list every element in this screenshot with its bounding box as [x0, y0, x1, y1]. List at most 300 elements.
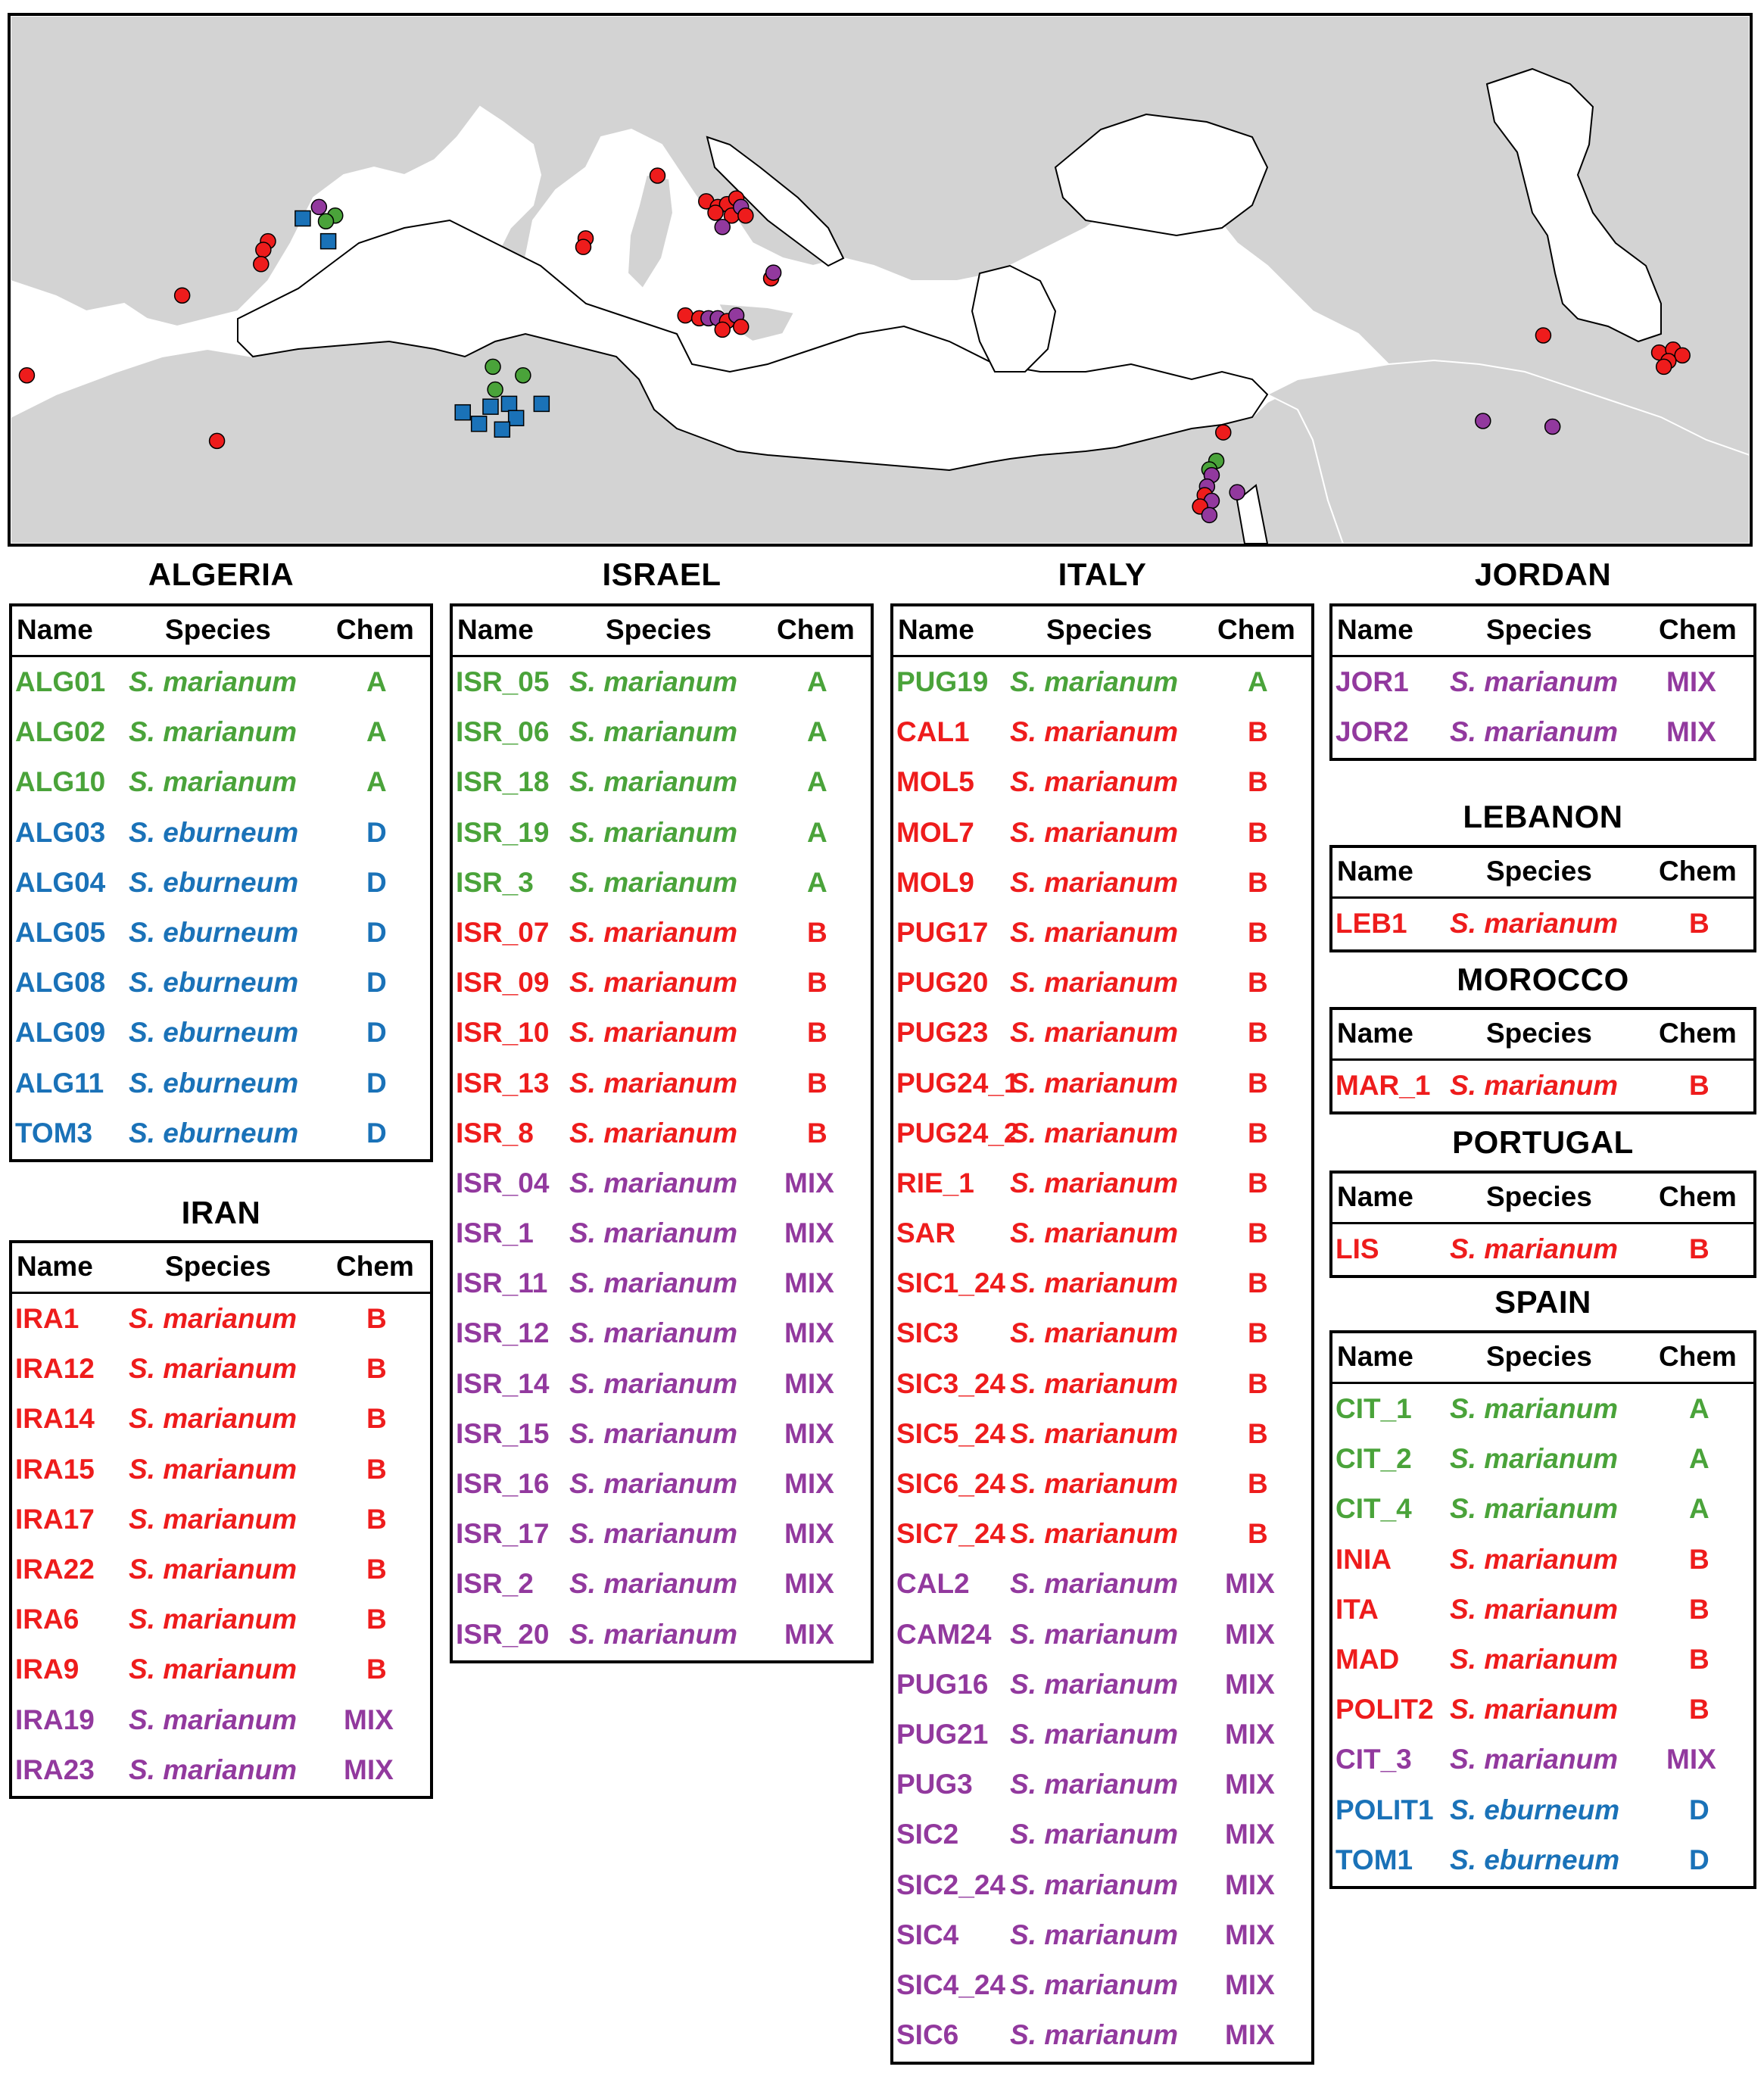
- sample-name: ALG01: [15, 666, 106, 697]
- sample-name: ALG05: [15, 916, 106, 948]
- species: S. marianum: [569, 1067, 738, 1099]
- map-point-circle-b: [575, 239, 591, 254]
- chemotype: A: [807, 816, 827, 848]
- species: S. marianum: [129, 716, 298, 748]
- table-row: [1332, 1064, 1753, 1114]
- species: S. marianum: [129, 1353, 298, 1385]
- chemotype: A: [807, 716, 827, 748]
- chemotype: B: [366, 1353, 387, 1385]
- sample-name: LIS: [1335, 1233, 1379, 1264]
- sample-name: SIC3: [896, 1317, 959, 1349]
- chemotype: MIX: [1225, 1618, 1275, 1650]
- table-header: [1332, 1174, 1753, 1224]
- sample-name: ISR_10: [456, 1017, 550, 1049]
- table-row: [12, 961, 430, 1011]
- sample-name: PUG19: [896, 666, 989, 697]
- header-chem: Chem: [336, 614, 414, 645]
- species: S. marianum: [569, 816, 738, 848]
- table-row: [453, 1462, 871, 1512]
- species: S. marianum: [1010, 1769, 1179, 1800]
- sample-name: POLIT1: [1335, 1794, 1434, 1825]
- species: S. marianum: [1010, 1117, 1179, 1149]
- table-row: [453, 1412, 871, 1462]
- chemotype: A: [366, 666, 387, 697]
- sample-name: ISR_20: [456, 1618, 550, 1650]
- table-row: [453, 710, 871, 760]
- table-row: [453, 1161, 871, 1211]
- sample-name: ISR_8: [456, 1117, 534, 1149]
- sample-name: IRA6: [15, 1604, 79, 1635]
- species: S. marianum: [1010, 1718, 1179, 1750]
- table-spain: [1329, 1330, 1756, 1889]
- sample-name: MOL9: [896, 866, 974, 898]
- header-name: Name: [898, 614, 974, 645]
- table-row: [1332, 1638, 1753, 1688]
- chemotype: B: [807, 1117, 827, 1149]
- table-row: [1332, 710, 1753, 760]
- species: S. marianum: [1010, 1267, 1179, 1299]
- chemotype: B: [807, 967, 827, 999]
- map-point-circle-mix: [1230, 485, 1245, 500]
- sample-name: SIC1_24: [896, 1267, 1005, 1299]
- table-row: [453, 1211, 871, 1261]
- chemotype: D: [366, 866, 387, 898]
- table-israel: [450, 603, 874, 1663]
- species: S. marianum: [1010, 1518, 1179, 1550]
- chemotype: MIX: [1225, 1568, 1275, 1600]
- table-row: [893, 1111, 1311, 1161]
- table-row: [453, 760, 871, 810]
- sample-name: CIT_4: [1335, 1493, 1412, 1525]
- species: S. eburneum: [129, 1067, 299, 1099]
- chemotype: B: [366, 1654, 387, 1685]
- species: S. marianum: [1450, 1643, 1619, 1675]
- table-header: [1332, 1333, 1753, 1384]
- country-title-algeria: ALGERIA: [148, 556, 295, 592]
- sample-name: ITA: [1335, 1593, 1379, 1625]
- chemotype: B: [1248, 1017, 1268, 1049]
- table-row: [12, 1297, 430, 1347]
- map-point-square-d: [321, 234, 336, 249]
- species: S. marianum: [1010, 2019, 1179, 2051]
- table-row: [893, 1613, 1311, 1663]
- table-row: [893, 1412, 1311, 1462]
- species: S. marianum: [1450, 1543, 1619, 1575]
- header-species: Species: [1046, 614, 1152, 645]
- map-point-circle-b: [175, 288, 190, 303]
- sample-name: ALG11: [15, 1067, 104, 1099]
- table-row: [893, 1311, 1311, 1361]
- table-row: [12, 811, 430, 861]
- sample-name: IRA23: [15, 1753, 95, 1785]
- table-iran: [9, 1240, 433, 1799]
- species: S. marianum: [1010, 1618, 1179, 1650]
- map-point-circle-mix: [1201, 507, 1217, 522]
- sample-name: SIC2_24: [896, 1869, 1005, 1900]
- chemotype: A: [807, 766, 827, 798]
- species: S. marianum: [129, 1453, 298, 1485]
- sample-name: SIC6: [896, 2019, 959, 2051]
- map-point-square-d: [501, 396, 516, 411]
- table-row: [1332, 1738, 1753, 1788]
- table-algeria: [9, 603, 433, 1162]
- chemotype: A: [366, 766, 387, 798]
- sample-name: ISR_19: [456, 816, 550, 848]
- species: S. eburneum: [129, 916, 299, 948]
- species: S. marianum: [129, 1503, 298, 1535]
- chemotype: MIX: [784, 1618, 834, 1650]
- land-corsica-sardinia: [628, 175, 673, 288]
- header-species: Species: [606, 614, 712, 645]
- table-row: [893, 811, 1311, 861]
- table-row: [893, 1011, 1311, 1061]
- table-row: [12, 911, 430, 961]
- sample-name: ALG03: [15, 816, 106, 848]
- sample-name: SIC6_24: [896, 1468, 1005, 1499]
- map-point-circle-b: [734, 320, 749, 335]
- table-row: [893, 1161, 1311, 1211]
- map-point-circle-mix: [766, 265, 781, 280]
- table-row: [893, 1663, 1311, 1713]
- chemotype: B: [807, 916, 827, 948]
- country-title-morocco: MOROCCO: [1457, 962, 1629, 997]
- table-row: [453, 1061, 871, 1111]
- species: S. marianum: [1010, 866, 1179, 898]
- table-row: [453, 811, 871, 861]
- sample-name: ISR_17: [456, 1518, 550, 1550]
- header-chem: Chem: [777, 614, 855, 645]
- table-header: [1332, 606, 1753, 657]
- sample-name: PUG20: [896, 967, 989, 999]
- chemotype: B: [366, 1303, 387, 1334]
- header-name: Name: [17, 614, 93, 645]
- sample-name: JOR1: [1335, 666, 1409, 697]
- table-row: [12, 1748, 430, 1798]
- species: S. marianum: [1010, 1367, 1179, 1399]
- table-header: [1332, 1010, 1753, 1061]
- sample-name: ISR_11: [456, 1267, 548, 1299]
- header-name: Name: [1337, 1341, 1413, 1372]
- table-row: [12, 1448, 430, 1498]
- sample-name: TOM1: [1335, 1844, 1413, 1875]
- species: S. marianum: [569, 1117, 738, 1149]
- map-point-square-d: [534, 396, 549, 411]
- header-chem: Chem: [1659, 856, 1737, 887]
- chemotype: B: [1248, 1267, 1268, 1299]
- species: S. marianum: [1450, 1493, 1619, 1525]
- chemotype: A: [807, 866, 827, 898]
- chemotype: B: [807, 1067, 827, 1099]
- chemotype: B: [807, 1017, 827, 1049]
- country-title-portugal: PORTUGAL: [1452, 1124, 1634, 1160]
- sample-name: CIT_3: [1335, 1744, 1412, 1775]
- sample-name: IRA17: [15, 1503, 95, 1535]
- sample-name: INIA: [1335, 1543, 1392, 1575]
- table-row: [12, 1498, 430, 1548]
- table-header: [12, 1243, 430, 1294]
- map-point-square-d: [472, 416, 487, 432]
- map-point-square-d: [509, 410, 524, 426]
- chemotype: MIX: [784, 1518, 834, 1550]
- header-chem: Chem: [1659, 614, 1737, 645]
- table-row: [893, 1261, 1311, 1311]
- table-header: [893, 606, 1311, 657]
- species: S. marianum: [1010, 1568, 1179, 1600]
- sample-name: ISR_13: [456, 1067, 550, 1099]
- table-row: [12, 1598, 430, 1647]
- chemotype: A: [1689, 1493, 1709, 1525]
- table-row: [1332, 1538, 1753, 1588]
- sample-name: IRA9: [15, 1654, 79, 1685]
- sample-name: ISR_1: [456, 1217, 534, 1249]
- sample-name: SIC2: [896, 1819, 959, 1850]
- table-row: [12, 861, 430, 911]
- species: S. marianum: [569, 1417, 738, 1449]
- species: S. marianum: [1010, 816, 1179, 848]
- sample-name: PUG24_1: [896, 1067, 1020, 1099]
- species: S. marianum: [569, 1568, 738, 1600]
- chemotype: A: [807, 666, 827, 697]
- chemotype: B: [1248, 967, 1268, 999]
- map-point-circle-a: [488, 382, 503, 397]
- table-row: [453, 1311, 871, 1361]
- table-row: [12, 1011, 430, 1061]
- sample-name: ALG02: [15, 716, 106, 748]
- table-row: [453, 911, 871, 961]
- sample-name: SIC4: [896, 1919, 959, 1950]
- sample-name: ISR_2: [456, 1568, 534, 1600]
- sample-name: IRA22: [15, 1553, 95, 1585]
- country-title-iran: IRAN: [181, 1195, 261, 1230]
- species: S. marianum: [569, 716, 738, 748]
- map-point-circle-a: [516, 368, 531, 383]
- species: S. marianum: [569, 1317, 738, 1349]
- country-title-lebanon: LEBANON: [1463, 799, 1623, 834]
- chemotype: B: [366, 1604, 387, 1635]
- table-row: [1332, 1788, 1753, 1838]
- map-point-circle-b: [708, 205, 723, 220]
- sample-name: ISR_06: [456, 716, 550, 748]
- country-title-israel: ISRAEL: [602, 556, 721, 592]
- table-row: [12, 1061, 430, 1111]
- chemotype: B: [1689, 1070, 1709, 1101]
- table-row: [453, 861, 871, 911]
- chemotype: B: [1248, 1468, 1268, 1499]
- table-row: [12, 710, 430, 760]
- table-row: [453, 1512, 871, 1562]
- chemotype: MIX: [1225, 2019, 1275, 2051]
- sample-name: LEB1: [1335, 908, 1407, 939]
- chemotype: B: [1248, 1417, 1268, 1449]
- species: S. marianum: [1450, 908, 1619, 939]
- sample-name: MOL7: [896, 816, 974, 848]
- chemotype: MIX: [1666, 666, 1716, 697]
- map-point-circle-mix: [1476, 413, 1491, 429]
- table-row: [893, 911, 1311, 961]
- header-chem: Chem: [1217, 614, 1295, 645]
- chemotype: MIX: [1666, 1744, 1716, 1775]
- species: S. marianum: [569, 916, 738, 948]
- sample-name: SIC5_24: [896, 1417, 1005, 1449]
- sample-name: ALG08: [15, 967, 106, 999]
- species: S. marianum: [1010, 1067, 1179, 1099]
- table-row: [453, 1011, 871, 1061]
- chemotype: B: [1248, 766, 1268, 798]
- table-header: [453, 606, 871, 657]
- chemotype: MIX: [784, 1167, 834, 1199]
- country-title-jordan: JORDAN: [1474, 556, 1612, 592]
- sample-name: ISR_07: [456, 916, 550, 948]
- species: S. marianum: [1010, 1869, 1179, 1900]
- sample-name: IRA19: [15, 1704, 95, 1735]
- table-row: [893, 1211, 1311, 1261]
- species: S. marianum: [1010, 1668, 1179, 1700]
- map-point-circle-b: [256, 242, 271, 257]
- map-point-square-d: [455, 405, 470, 420]
- table-row: [12, 1347, 430, 1397]
- table-row: [1332, 1487, 1753, 1537]
- sample-name: CAM24: [896, 1618, 992, 1650]
- species: S. marianum: [1010, 967, 1179, 999]
- table-row: [1332, 902, 1753, 952]
- species: S. marianum: [1010, 1217, 1179, 1249]
- map-point-square-d: [295, 210, 310, 226]
- table-row: [1332, 1588, 1753, 1638]
- species: S. marianum: [1450, 1233, 1619, 1264]
- sample-name: MOL5: [896, 766, 974, 798]
- table-row: [893, 2013, 1311, 2063]
- sample-name: PUG24_2: [896, 1117, 1020, 1149]
- species: S. marianum: [1010, 1468, 1179, 1499]
- chemotype: MIX: [784, 1417, 834, 1449]
- chemotype: B: [1248, 1067, 1268, 1099]
- map-point-circle-mix: [311, 199, 326, 214]
- species: S. marianum: [1010, 1819, 1179, 1850]
- species: S. marianum: [569, 967, 738, 999]
- table-row: [893, 1061, 1311, 1111]
- header-chem: Chem: [336, 1251, 414, 1282]
- table-row: [12, 1548, 430, 1598]
- chemotype: B: [1248, 1117, 1268, 1149]
- species: S. eburneum: [1450, 1794, 1620, 1825]
- map-point-square-d: [483, 399, 498, 414]
- table-portugal: [1329, 1171, 1756, 1278]
- map-point-circle-b: [715, 322, 730, 337]
- header-species: Species: [1486, 856, 1592, 887]
- map-point-circle-b: [19, 368, 34, 383]
- chemotype: B: [1689, 1233, 1709, 1264]
- sample-name: PUG23: [896, 1017, 989, 1049]
- sample-name: ISR_12: [456, 1317, 550, 1349]
- header-name: Name: [17, 1251, 93, 1282]
- chemotype: A: [1689, 1443, 1709, 1475]
- table-jordan: [1329, 603, 1756, 761]
- header-species: Species: [1486, 1018, 1592, 1049]
- map-point-circle-b: [1656, 359, 1672, 374]
- species: S. marianum: [1450, 1070, 1619, 1101]
- sample-name: CAL2: [896, 1568, 970, 1600]
- map-point-circle-b: [1535, 328, 1551, 343]
- chemotype: MIX: [1225, 1769, 1275, 1800]
- sample-name: MAD: [1335, 1643, 1400, 1675]
- chemotype: B: [1248, 916, 1268, 948]
- chemotype: MIX: [1225, 1969, 1275, 2000]
- chemotype: B: [366, 1553, 387, 1585]
- chemotype: B: [1248, 1217, 1268, 1249]
- chemotype: MIX: [784, 1217, 834, 1249]
- country-title-italy: ITALY: [1058, 556, 1147, 592]
- species: S. eburneum: [129, 1117, 299, 1149]
- species: S. marianum: [1450, 1694, 1619, 1725]
- sample-name: ALG04: [15, 866, 106, 898]
- species: S. eburneum: [129, 1017, 299, 1049]
- sample-name: PUG21: [896, 1718, 989, 1750]
- species: S. eburneum: [129, 967, 299, 999]
- table-row: [893, 1512, 1311, 1562]
- table-row: [453, 1111, 871, 1161]
- chemotype: MIX: [1225, 1869, 1275, 1900]
- chemotype: B: [1248, 1367, 1268, 1399]
- table-row: [893, 1362, 1311, 1412]
- header-name: Name: [1337, 1018, 1413, 1049]
- chemotype: MIX: [1225, 1819, 1275, 1850]
- table-row: [893, 961, 1311, 1011]
- table-row: [1332, 660, 1753, 710]
- species: S. marianum: [569, 766, 738, 798]
- map-point-circle-a: [485, 359, 500, 374]
- table-row: [1332, 1838, 1753, 1888]
- sample-name: MAR_1: [1335, 1070, 1431, 1101]
- chemotype: A: [366, 716, 387, 748]
- species: S. marianum: [1010, 1017, 1179, 1049]
- header-species: Species: [1486, 614, 1592, 645]
- map-point-circle-b: [678, 308, 693, 323]
- table-row: [453, 961, 871, 1011]
- chemotype: MIX: [1666, 716, 1716, 748]
- country-title-spain: SPAIN: [1494, 1284, 1591, 1320]
- species: S. marianum: [1450, 1443, 1619, 1475]
- sample-name: ISR_16: [456, 1468, 550, 1499]
- species: S. marianum: [1450, 1393, 1619, 1424]
- species: S. marianum: [1010, 666, 1179, 697]
- sample-name: RIE_1: [896, 1167, 974, 1199]
- header-species: Species: [1486, 1181, 1592, 1212]
- table-row: [893, 660, 1311, 710]
- chemotype: B: [1689, 1543, 1709, 1575]
- species: S. marianum: [569, 1468, 738, 1499]
- chemotype: MIX: [1225, 1668, 1275, 1700]
- chemotype: MIX: [784, 1267, 834, 1299]
- chemotype: B: [1248, 1167, 1268, 1199]
- species: S. marianum: [1010, 916, 1179, 948]
- sample-name: CAL1: [896, 716, 970, 748]
- table-italy: [890, 603, 1314, 2065]
- table-lebanon: [1329, 845, 1756, 952]
- species: S. marianum: [569, 1618, 738, 1650]
- table-row: [1332, 1437, 1753, 1487]
- sample-name: SAR: [896, 1217, 956, 1249]
- species: S. marianum: [569, 1518, 738, 1550]
- species: S. marianum: [1450, 716, 1619, 748]
- chemotype: D: [366, 1067, 387, 1099]
- species: S. marianum: [129, 1303, 298, 1334]
- header-species: Species: [165, 614, 271, 645]
- chemotype: B: [1248, 716, 1268, 748]
- chemotype: B: [1248, 1518, 1268, 1550]
- header-name: Name: [457, 614, 534, 645]
- sample-name: IRA15: [15, 1453, 95, 1485]
- table-row: [893, 1863, 1311, 1913]
